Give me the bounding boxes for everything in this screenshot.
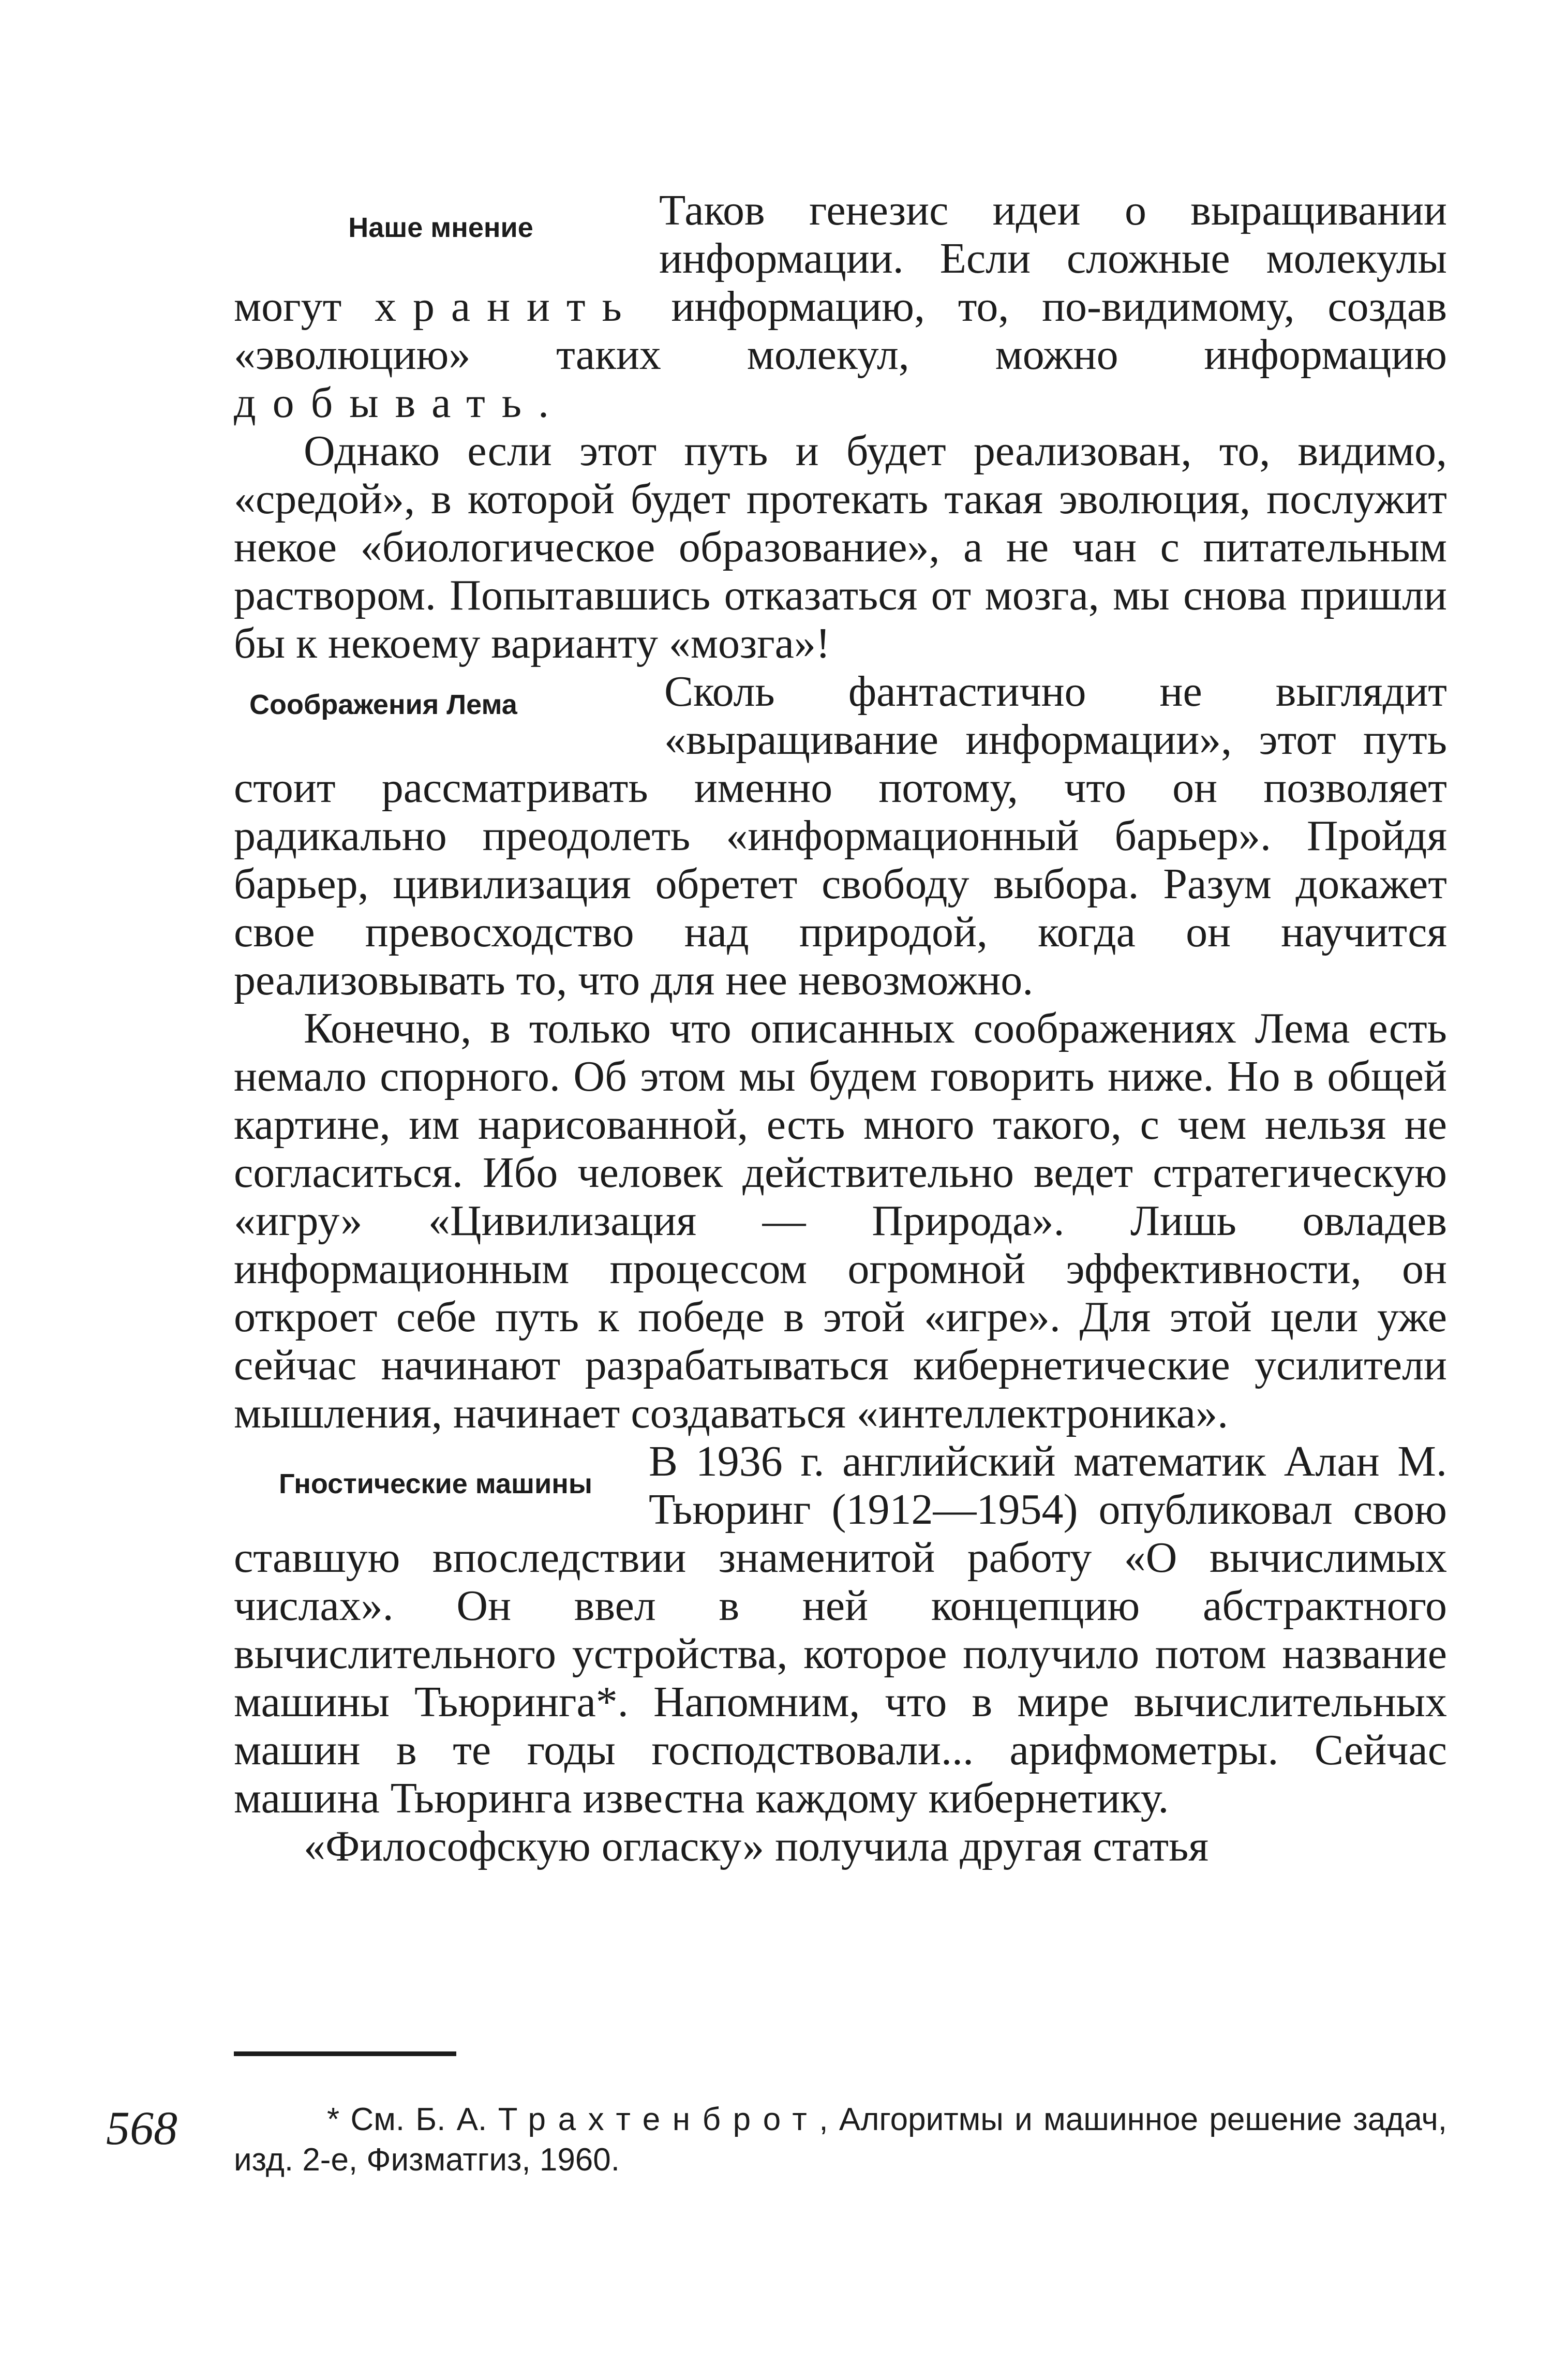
paragraph-3 (234, 667, 1447, 1004)
page-number: 568 (106, 2102, 177, 2154)
paragraph-1-text-a: Таков генезис идеи о выращивании информации. Если сложные молекулы могут (234, 186, 1447, 331)
paragraph-3-text: Сколь фантастично не выглядит «выращивание информации», этот путь стоит рассматривать именно потому, что он позволяет радикально преодолеть «информационный барьер». Пройдя барьер, цивилизация обретет свободу выбора. Разум докажет свое превосходство над природой, когда он научится реализовывать то, что для нее невозможно. (234, 667, 1447, 1004)
paragraph-1-spaced-word-1: хранить (375, 282, 638, 331)
footnote-author: Трахтенброт (498, 2102, 819, 2137)
paragraph-2: Однако если этот путь и будет реализован, то, видимо, «средой», в которой будет протекать такая эволюция, послужит некое «биологическое образование», а не чан с питательным раствором. Попытавшись отказаться от мозга, мы снова пришли бы к некоему варианту «мозга»! (234, 427, 1447, 667)
sidenote-our-opinion: Наше мнение (348, 212, 533, 243)
paragraph-5 (234, 1437, 1447, 1822)
footnote (234, 2100, 1447, 2180)
paragraph-1-text-c: . (538, 379, 549, 427)
paragraph-4: Конечно, в только что описанных соображениях Лема есть немало спорного. Об этом мы будем говорить ниже. Но в общей картине, им нарисованной, есть много такого, с чем нельзя не согласиться. Ибо человек действительно ведет стратегическую «игру» «Цивилизация — Природа». Лишь овладев информационным процессом огромной эффективности, он откроет себе путь к победе в этой «игре». Для этой цели уже сейчас начинают разрабатываться кибернетические усилители мышления, начинает создаваться «интеллектроника». (234, 1004, 1447, 1437)
paragraph-1-spaced-word-2: добывать (234, 379, 538, 427)
paragraph-1 (234, 186, 1447, 427)
footnote-rest: , Алгоритмы и машинное решение задач, изд. 2-е, Физматгиз, 1960. (234, 2102, 1447, 2178)
sidenote-gnostic-machines: Гностические машины (279, 1468, 592, 1499)
paragraph-1-text-b: информацию, то, по-видимому, создав «эволюцию» таких молекул, можно информацию (234, 282, 1447, 379)
paragraph-5-text: В 1936 г. английский математик Алан М. Тьюринг (1912—1954) опубликовал свою ставшую впоследствии знаменитой работу «О вычислимых числах». Он ввел в ней концепцию абстрактного вычислительного устройства, которое получило потом название машины Тьюринга*. Напомним, что в мире вычислительных машин в те годы господствовали... арифмометры. Сейчас машина Тьюринга известна каждому кибернетику. (234, 1437, 1447, 1822)
footnote-rule (234, 2051, 456, 2056)
paragraph-6: «Философскую огласку» получила другая статья (304, 1822, 1209, 1870)
main-text (234, 186, 1447, 1870)
footnote-prefix: * См. Б. А. (327, 2102, 498, 2137)
sidenote-lem-thoughts: Соображения Лема (249, 689, 517, 720)
